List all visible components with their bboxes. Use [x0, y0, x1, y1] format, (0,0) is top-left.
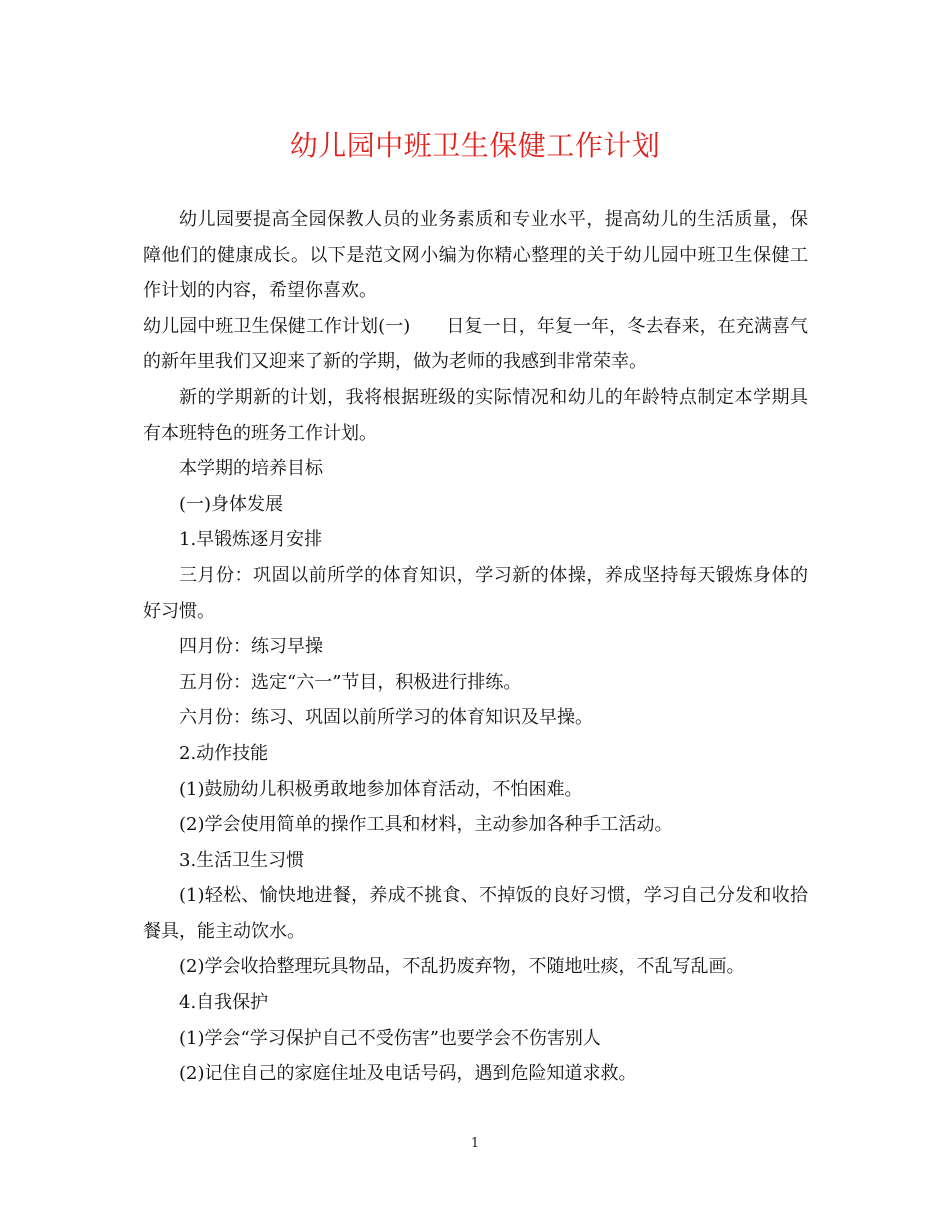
self-protection-item-1: (1)学会“学习保护自己不受伤害”也要学会不伤害别人 [179, 1027, 601, 1049]
intro-paragraph: 幼儿园要提高全园保教人员的业务素质和专业水平，提高幼儿的生活质量，保障他们的健康成长。以下是范文网小编为你精心整理的关于幼儿园中班卫生保健工作计划的内容，希望你喜欢。 [143, 209, 808, 302]
may-plan: 五月份：选定“六一”节目，积极进行排练。 [179, 671, 522, 693]
plan-paragraph: 新的学期新的计划，我将根据班级的实际情况和幼儿的年龄特点制定本学期具有本班特色的班务工作计划。 [143, 386, 808, 444]
morning-exercise-heading: 1.早锻炼逐月安排 [179, 529, 323, 551]
section-one-paragraph [143, 309, 808, 380]
june-plan: 六月份：练习、巩固以前所学习的体育知识及早操。 [179, 707, 593, 729]
section-one-heading: 幼儿园中班卫生保健工作计划(一) [143, 315, 411, 337]
goals-heading: 本学期的培养目标 [179, 458, 323, 480]
hygiene-heading: 3.生活卫生习惯 [179, 849, 305, 871]
april-plan: 四月份：练习早操 [179, 636, 323, 658]
physical-development-heading: (一)身体发展 [179, 493, 284, 515]
hygiene-item-1: (1)轻松、愉快地进餐，养成不挑食、不掉饭的良好习惯，学习自己分发和收拾餐具，能主动饮水。 [143, 885, 808, 942]
motor-skills-heading: 2.动作技能 [179, 742, 269, 764]
motor-skills-item-1: (1)鼓励幼儿积极勇敢地参加体育活动，不怕困难。 [179, 778, 583, 800]
march-plan: 三月份：巩固以前所学的体育知识，学习新的体操，养成坚持每天锻炼身体的好习惯。 [143, 564, 808, 622]
motor-skills-item-2: (2)学会使用简单的操作工具和材料，主动参加各种手工活动。 [179, 814, 673, 836]
page-number: 1 [470, 1136, 480, 1151]
hygiene-item-2: (2)学会收拾整理玩具物品，不乱扔废弃物，不随地吐痰，不乱写乱画。 [179, 956, 745, 978]
self-protection-item-2: (2)记住自己的家庭住址及电话号码，遇到危险知道求救。 [179, 1063, 637, 1085]
self-protection-heading: 4.自我保护 [179, 992, 269, 1014]
section-one-text: 日复一日，年复一年，冬去春来，在充满喜气的新年里我们又迎来了新的学期，做为老师的我感到非常荣幸。 [143, 315, 808, 373]
document-body [143, 202, 808, 1092]
page-title: 幼儿园中班卫生保健工作计划 [289, 129, 661, 162]
